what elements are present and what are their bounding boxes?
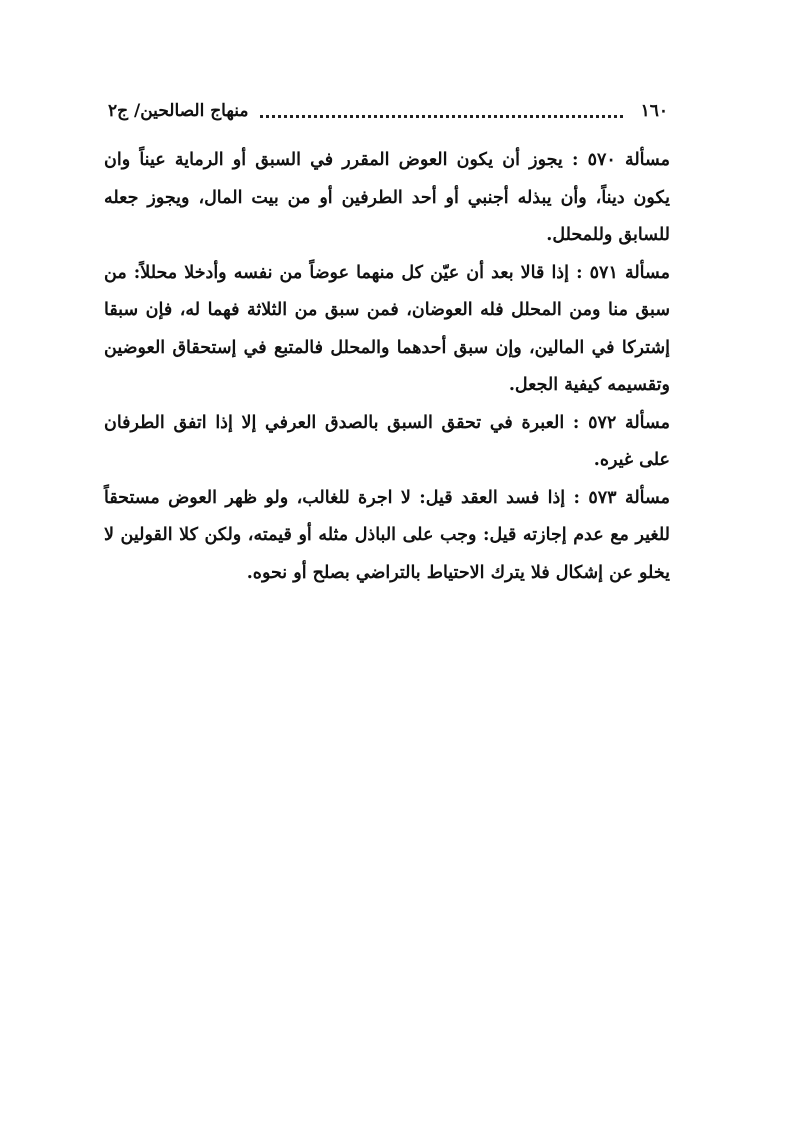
issue-text: يجوز أن يكون العوض المقرر في السبق أو الرماية عيناً وان يكون ديناً، وأن يبذله أجنبي أو أحد الطرفين أو من بيت المال، ويجوز جعله للسابق وللمحلل. [104,150,670,245]
issue-text: العبرة في تحقق السبق بالصدق العرفي إلا إذا اتفق الطرفان على غيره. [104,412,670,470]
issue-paragraph [104,255,670,405]
issue-text: إذا قالا بعد أن عيّن كل منهما عوضاً من نفسه وأدخلا محللاً: من سبق منا ومن المحلل فله العوضان، فمن سبق من الثلاثة فهما له، فإن سبقا إشتركا في المالين، وإن سبق أحدهما والمحلل فالمتبع في إستحقاق العوضين وتقسيمه كيفية الجعل. [104,262,670,395]
running-header [108,96,668,126]
issue-paragraph [104,480,670,593]
page-body [104,142,670,592]
issue-text: إذا فسد العقد قيل: لا اجرة للغالب، ولو ظهر العوض مستحقاً للغير مع عدم إجازته قيل: وجب على الباذل مثله أو قيمته، ولكن كلا القولين لا يخلو عن إشكال فلا يترك الاحتياط بالتراضي بصلح أو نحوه. [104,487,670,583]
issue-label: مسألة ٥٧٠ : [571,150,670,170]
issue-label: مسألة ٥٧٣ : [573,487,670,508]
issue-label: مسألة ٥٧٢ : [572,412,670,433]
page-number: ١٦٠ [640,101,668,121]
issue-paragraph [104,405,670,480]
header-dotted-leader [260,113,622,118]
issue-label: مسألة ٥٧١ : [576,262,670,283]
issue-paragraph [104,142,670,255]
book-title: منهاج الصالحين/ ج٢ [108,101,249,121]
